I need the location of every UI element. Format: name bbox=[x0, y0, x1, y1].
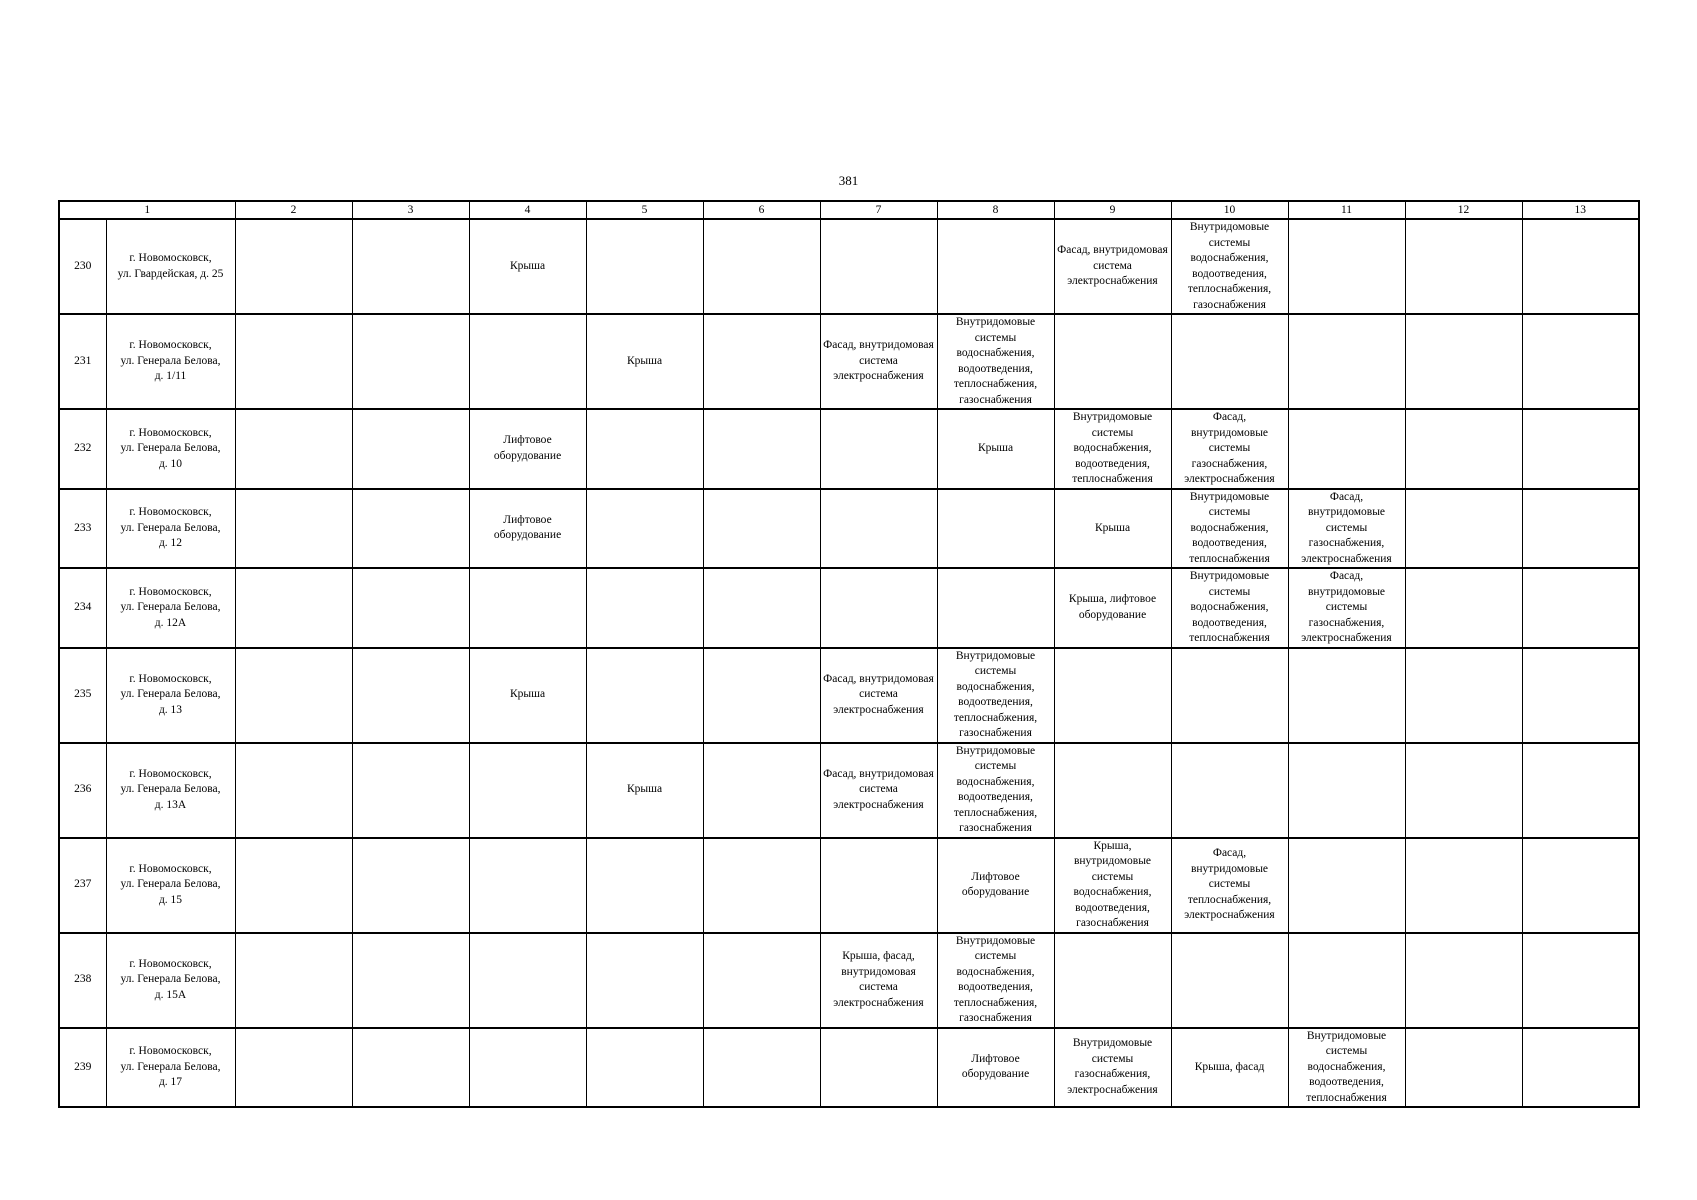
work-cell-col-6 bbox=[703, 489, 820, 569]
work-cell-col-6 bbox=[703, 1028, 820, 1108]
work-cell-col-3 bbox=[352, 409, 469, 489]
work-cell-col-4 bbox=[469, 1028, 586, 1108]
work-cell-col-9 bbox=[1054, 933, 1171, 1028]
column-header: 6 bbox=[703, 201, 820, 219]
address-line: г. Новомосковск, bbox=[129, 252, 212, 264]
work-cell-col-6 bbox=[703, 648, 820, 743]
work-cell-col-12 bbox=[1405, 314, 1522, 409]
work-cell-col-3 bbox=[352, 743, 469, 838]
work-cell-col-12 bbox=[1405, 838, 1522, 933]
address-line: д. 1/11 bbox=[154, 370, 187, 383]
work-cell-col-9 bbox=[1054, 314, 1171, 409]
work-cell-col-11 bbox=[1288, 838, 1405, 933]
address-line: г. Новомосковск, bbox=[129, 1045, 212, 1057]
address-cell bbox=[106, 743, 235, 838]
work-cell-col-6 bbox=[703, 219, 820, 314]
address-cell bbox=[106, 568, 235, 648]
work-cell-col-3 bbox=[352, 933, 469, 1028]
work-cell-col-8: Лифтовое оборудование bbox=[937, 838, 1054, 933]
address-cell bbox=[106, 409, 235, 489]
work-cell-col-5 bbox=[586, 489, 703, 569]
work-cell-col-5: Крыша bbox=[586, 743, 703, 838]
address-line: г. Новомосковск, bbox=[129, 585, 212, 598]
work-cell-col-2 bbox=[235, 314, 352, 409]
address-line: г. Новомосковск, bbox=[129, 672, 212, 685]
work-cell-col-4 bbox=[469, 933, 586, 1028]
address-line: ул. Генерала Белова, bbox=[120, 442, 221, 454]
work-cell-col-13 bbox=[1522, 568, 1639, 648]
address-cell bbox=[106, 933, 235, 1028]
work-cell-col-6 bbox=[703, 314, 820, 409]
column-header: 12 bbox=[1405, 201, 1522, 219]
work-cell-col-11: Внутридомовые системы водоснабжения, водоотведения, теплоснабжения bbox=[1288, 1028, 1405, 1108]
work-cell-col-12 bbox=[1405, 409, 1522, 489]
table-row bbox=[59, 933, 1639, 1028]
work-cell-col-5 bbox=[586, 648, 703, 743]
work-cell-col-6 bbox=[703, 568, 820, 648]
work-cell-col-10: Фасад, внутридомовые системы газоснабжения, электроснабжения bbox=[1171, 409, 1288, 489]
work-cell-col-7: Крыша, фасад, внутридомовая система электроснабжения bbox=[820, 933, 937, 1028]
row-number: 234 bbox=[59, 568, 106, 648]
work-cell-col-13 bbox=[1522, 219, 1639, 314]
work-cell-col-7: Фасад, внутридомовая система электроснабжения bbox=[820, 314, 937, 409]
address-line: ул. Гвардейская, д. 25 bbox=[117, 267, 224, 280]
work-cell-col-2 bbox=[235, 219, 352, 314]
row-number: 239 bbox=[59, 1028, 106, 1108]
work-cell-col-8: Внутридомовые системы водоснабжения, водоотведения, теплоснабжения, газоснабжения bbox=[937, 933, 1054, 1028]
work-cell-col-7 bbox=[820, 568, 937, 648]
address-cell bbox=[106, 219, 235, 314]
address-line: д. 17 bbox=[158, 1076, 183, 1088]
work-cell-col-9: Крыша bbox=[1054, 489, 1171, 569]
work-cell-col-4 bbox=[469, 314, 586, 409]
column-header: 5 bbox=[586, 201, 703, 219]
work-cell-col-12 bbox=[1405, 1028, 1522, 1108]
work-cell-col-10 bbox=[1171, 743, 1288, 838]
work-cell-col-10: Фасад, внутридомовые системы теплоснабжения, электроснабжения bbox=[1171, 838, 1288, 933]
work-cell-col-5: Крыша bbox=[586, 314, 703, 409]
address-line: ул. Генерала Белова, bbox=[120, 601, 221, 613]
work-cell-col-9 bbox=[1054, 743, 1171, 838]
column-header: 1 bbox=[59, 201, 235, 219]
work-cell-col-3 bbox=[352, 314, 469, 409]
row-number: 236 bbox=[59, 743, 106, 838]
work-cell-col-5 bbox=[586, 838, 703, 933]
address-line: ул. Генерала Белова, bbox=[120, 521, 221, 534]
work-cell-col-8: Внутридомовые системы водоснабжения, водоотведения, теплоснабжения, газоснабжения bbox=[937, 648, 1054, 743]
work-cell-col-3 bbox=[352, 1028, 469, 1108]
work-cell-col-3 bbox=[352, 219, 469, 314]
work-cell-col-3 bbox=[352, 568, 469, 648]
column-header: 2 bbox=[235, 201, 352, 219]
work-cell-col-11 bbox=[1288, 743, 1405, 838]
row-number: 233 bbox=[59, 489, 106, 569]
table-row bbox=[59, 489, 1639, 569]
work-cell-col-4 bbox=[469, 568, 586, 648]
address-line: д. 15 bbox=[158, 893, 183, 906]
address-line: ул. Генерала Белова, bbox=[120, 783, 221, 796]
work-cell-col-2 bbox=[235, 568, 352, 648]
row-number: 230 bbox=[59, 219, 106, 314]
work-cell-col-12 bbox=[1405, 219, 1522, 314]
work-cell-col-12 bbox=[1405, 489, 1522, 569]
table-row bbox=[59, 743, 1639, 838]
column-header: 10 bbox=[1171, 201, 1288, 219]
column-header: 9 bbox=[1054, 201, 1171, 219]
work-cell-col-7 bbox=[820, 838, 937, 933]
work-cell-col-5 bbox=[586, 568, 703, 648]
work-cell-col-13 bbox=[1522, 314, 1639, 409]
work-cell-col-2 bbox=[235, 409, 352, 489]
address-line: г. Новомосковск, bbox=[129, 957, 212, 970]
work-cell-col-9: Внутридомовые системы газоснабжения, электроснабжения bbox=[1054, 1028, 1171, 1108]
work-cell-col-12 bbox=[1405, 743, 1522, 838]
work-cell-col-10: Внутридомовые системы водоснабжения, водоотведения, теплоснабжения bbox=[1171, 489, 1288, 569]
address-cell bbox=[106, 489, 235, 569]
address-line: г. Новомосковск, bbox=[129, 767, 212, 780]
table-row bbox=[59, 1028, 1639, 1108]
work-cell-col-10 bbox=[1171, 933, 1288, 1028]
work-cell-col-2 bbox=[235, 838, 352, 933]
address-line: г. Новомосковск, bbox=[129, 506, 212, 518]
work-cell-col-5 bbox=[586, 933, 703, 1028]
work-cell-col-9: Крыша, внутридомовые системы водоснабжения, водоотведения, газоснабжения bbox=[1054, 838, 1171, 933]
work-cell-col-5 bbox=[586, 1028, 703, 1108]
work-cell-col-8: Внутридомовые системы водоснабжения, водоотведения, теплоснабжения, газоснабжения bbox=[937, 743, 1054, 838]
work-cell-col-2 bbox=[235, 1028, 352, 1108]
work-cell-col-8: Крыша bbox=[937, 409, 1054, 489]
address-line: ул. Генерала Белова, bbox=[120, 354, 221, 367]
work-cell-col-7 bbox=[820, 409, 937, 489]
column-header: 11 bbox=[1288, 201, 1405, 219]
address-cell bbox=[106, 314, 235, 409]
address-line: ул. Генерала Белова, bbox=[120, 878, 221, 891]
work-cell-col-9: Крыша, лифтовое оборудование bbox=[1054, 568, 1171, 648]
column-header: 3 bbox=[352, 201, 469, 219]
work-cell-col-12 bbox=[1405, 568, 1522, 648]
address-cell bbox=[106, 648, 235, 743]
work-cell-col-11 bbox=[1288, 314, 1405, 409]
address-line: д. 13 bbox=[158, 703, 183, 716]
table-row bbox=[59, 568, 1639, 648]
address-line: д. 12 bbox=[158, 537, 183, 549]
table-row bbox=[59, 648, 1639, 743]
work-cell-col-11 bbox=[1288, 933, 1405, 1028]
table-body bbox=[59, 219, 1639, 1107]
column-header: 8 bbox=[937, 201, 1054, 219]
work-cell-col-7 bbox=[820, 219, 937, 314]
work-cell-col-4 bbox=[469, 743, 586, 838]
address-line: д. 10 bbox=[158, 457, 183, 470]
work-cell-col-11 bbox=[1288, 409, 1405, 489]
row-number: 231 bbox=[59, 314, 106, 409]
work-cell-col-8 bbox=[937, 568, 1054, 648]
table-row bbox=[59, 219, 1639, 314]
work-cell-col-2 bbox=[235, 648, 352, 743]
work-cell-col-8 bbox=[937, 489, 1054, 569]
table-row bbox=[59, 409, 1639, 489]
work-cell-col-10: Внутридомовые системы водоснабжения, водоотведения, теплоснабжения bbox=[1171, 568, 1288, 648]
work-cell-col-12 bbox=[1405, 648, 1522, 743]
work-cell-col-11 bbox=[1288, 648, 1405, 743]
repair-schedule-table bbox=[58, 200, 1640, 1108]
address-line: д. 13А bbox=[154, 798, 187, 811]
work-cell-col-13 bbox=[1522, 933, 1639, 1028]
work-cell-col-10: Внутридомовые системы водоснабжения, водоотведения, теплоснабжения, газоснабжения bbox=[1171, 219, 1288, 314]
work-cell-col-13 bbox=[1522, 409, 1639, 489]
address-line: д. 15А bbox=[154, 988, 187, 1001]
work-cell-col-5 bbox=[586, 219, 703, 314]
row-number: 238 bbox=[59, 933, 106, 1028]
work-cell-col-10 bbox=[1171, 314, 1288, 409]
work-cell-col-11: Фасад, внутридомовые системы газоснабжения, электроснабжения bbox=[1288, 568, 1405, 648]
work-cell-col-13 bbox=[1522, 1028, 1639, 1108]
work-cell-col-9 bbox=[1054, 648, 1171, 743]
work-cell-col-13 bbox=[1522, 743, 1639, 838]
work-cell-col-11 bbox=[1288, 219, 1405, 314]
address-cell bbox=[106, 838, 235, 933]
work-cell-col-2 bbox=[235, 743, 352, 838]
work-cell-col-8 bbox=[937, 219, 1054, 314]
work-cell-col-3 bbox=[352, 838, 469, 933]
work-cell-col-13 bbox=[1522, 648, 1639, 743]
column-header: 13 bbox=[1522, 201, 1639, 219]
address-line: г. Новомосковск, bbox=[129, 339, 212, 352]
work-cell-col-5 bbox=[586, 409, 703, 489]
work-cell-col-6 bbox=[703, 743, 820, 838]
work-cell-col-10 bbox=[1171, 648, 1288, 743]
work-cell-col-6 bbox=[703, 933, 820, 1028]
work-cell-col-6 bbox=[703, 838, 820, 933]
column-header: 4 bbox=[469, 201, 586, 219]
work-cell-col-7: Фасад, внутридомовая система электроснабжения bbox=[820, 743, 937, 838]
work-cell-col-4: Лифтовое оборудование bbox=[469, 489, 586, 569]
work-cell-col-9: Внутридомовые системы водоснабжения, водоотведения, теплоснабжения bbox=[1054, 409, 1171, 489]
work-cell-col-12 bbox=[1405, 933, 1522, 1028]
work-cell-col-2 bbox=[235, 933, 352, 1028]
table-row bbox=[59, 838, 1639, 933]
address-line: г. Новомосковск, bbox=[129, 426, 212, 439]
work-cell-col-13 bbox=[1522, 489, 1639, 569]
address-line: г. Новомосковск, bbox=[129, 862, 212, 875]
work-cell-col-8: Лифтовое оборудование bbox=[937, 1028, 1054, 1108]
row-number: 232 bbox=[59, 409, 106, 489]
work-cell-col-7: Фасад, внутридомовая система электроснабжения bbox=[820, 648, 937, 743]
work-cell-col-2 bbox=[235, 489, 352, 569]
work-cell-col-4: Крыша bbox=[469, 219, 586, 314]
work-cell-col-8: Внутридомовые системы водоснабжения, водоотведения, теплоснабжения, газоснабжения bbox=[937, 314, 1054, 409]
address-cell bbox=[106, 1028, 235, 1108]
work-cell-col-7 bbox=[820, 1028, 937, 1108]
row-number: 237 bbox=[59, 838, 106, 933]
table-row bbox=[59, 314, 1639, 409]
address-line: ул. Генерала Белова, bbox=[120, 1060, 221, 1073]
address-line: д. 12А bbox=[154, 616, 187, 629]
column-header: 7 bbox=[820, 201, 937, 219]
work-cell-col-3 bbox=[352, 648, 469, 743]
work-cell-col-13 bbox=[1522, 838, 1639, 933]
address-line: ул. Генерала Белова, bbox=[120, 688, 221, 701]
work-cell-col-4 bbox=[469, 838, 586, 933]
header-row bbox=[59, 201, 1639, 219]
work-cell-col-6 bbox=[703, 409, 820, 489]
work-cell-col-7 bbox=[820, 489, 937, 569]
work-cell-col-4: Лифтовое оборудование bbox=[469, 409, 586, 489]
work-cell-col-10: Крыша, фасад bbox=[1171, 1028, 1288, 1108]
page-number: 381 bbox=[838, 173, 859, 188]
work-cell-col-4: Крыша bbox=[469, 648, 586, 743]
address-line: ул. Генерала Белова, bbox=[120, 973, 221, 986]
work-cell-col-11: Фасад, внутридомовые системы газоснабжения, электроснабжения bbox=[1288, 489, 1405, 569]
work-cell-col-3 bbox=[352, 489, 469, 569]
row-number: 235 bbox=[59, 648, 106, 743]
work-cell-col-9: Фасад, внутридомовая система электроснабжения bbox=[1054, 219, 1171, 314]
